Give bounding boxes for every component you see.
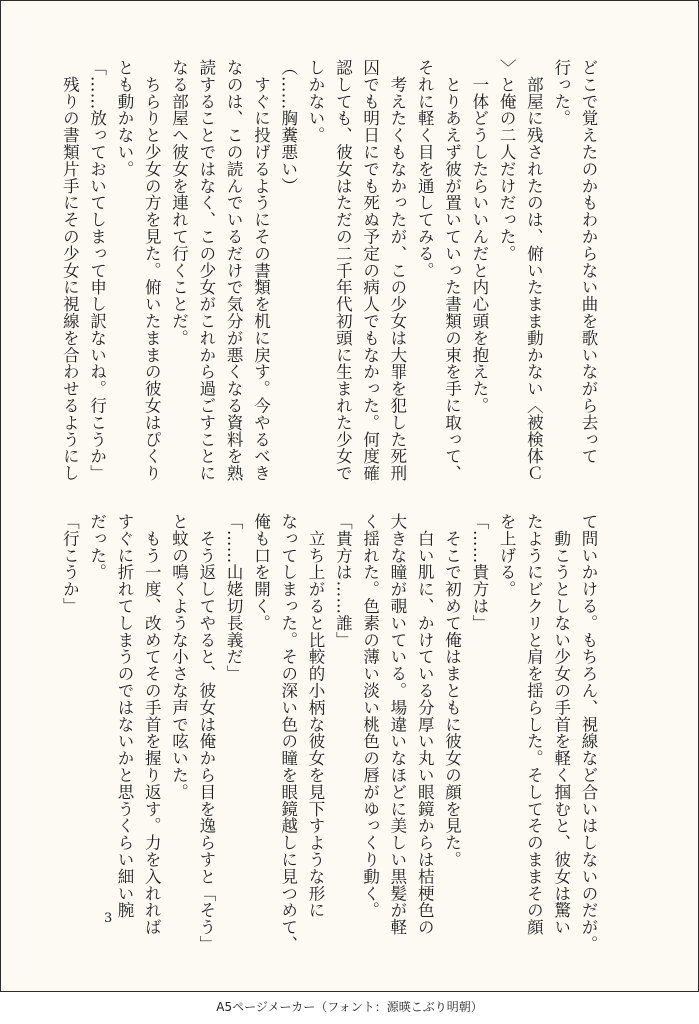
text-column: とも動かない。	[114, 59, 134, 178]
text-column: そう返してやると、彼女は俺から目を逸らすと「そう」	[196, 513, 216, 953]
text-column: 「貴方は……誰」	[333, 513, 353, 649]
text-column: と蚊の鳴くような小さな声で呟いた。	[169, 513, 189, 801]
text-column: 考えたくもなかったが、この少女は大罪を犯した死刑	[387, 59, 407, 482]
page-number: 3	[104, 911, 113, 926]
text-block-top	[56, 59, 602, 482]
text-column: 行った。	[551, 59, 571, 127]
text-column: 「行こうか」	[60, 513, 80, 615]
text-block-bottom	[56, 513, 602, 953]
text-column: そこで初めて俺はまともに彼女の顔を見た。	[442, 513, 462, 868]
text-column: 「……放っておいてしまって申し訳ないね。行こうか」	[87, 59, 107, 482]
text-column: 〉と俺の二人だけだった。	[497, 59, 517, 262]
text-column: もう一度、改めてその手首を握り返す。力を入れれば	[142, 513, 162, 936]
text-column: すぐに折れてしまうのではないかと思うくらい細い腕	[114, 513, 134, 919]
text-column: 動こうとしない少女の手首を軽く掴むと、彼女は驚い	[551, 513, 571, 936]
text-column: 一体どうしたらいいんだと内心頭を抱えた。	[469, 59, 489, 414]
footer-credit: A5ページメーカー（フォント：源暎こぶり明朝）	[216, 1000, 483, 1014]
text-column: なってしまった。その深い色の瞳を眼鏡越しに見つめて、	[278, 513, 298, 953]
text-column: だった。	[87, 513, 107, 581]
text-column: 「……貴方は」	[469, 513, 489, 632]
text-column: を上げる。	[497, 513, 517, 598]
text-column: 白い肌に、かけている分厚い丸い眼鏡からは桔梗色の	[415, 513, 435, 936]
text-column: とりあえず彼が置いていった書類の束を手に取って、	[442, 59, 462, 482]
text-column: 囚でも明日にでも死ぬ予定の病人でもなかった。何度確	[360, 59, 380, 482]
text-column: なる部屋へ彼女を連れて行くことだ。	[169, 59, 189, 347]
text-column: 残りの書類片手にその少女に視線を合わせるようにし	[60, 59, 80, 482]
text-column: て問いかける。もちろん、視線など合いはしないのだが。	[579, 513, 598, 953]
text-column: どこで覚えたのかもわからない曲を歌いながら去って	[579, 59, 598, 465]
text-column: しかない。	[306, 59, 326, 144]
text-column: 大きな瞳が覗いている。場違いなほどに美しい黒髪が軽	[387, 513, 407, 936]
text-column: たようにビクリと肩を揺らした。そしてそのままその顔	[524, 513, 544, 936]
text-column: 読することではなく、この少女がこれから過ごすことに	[196, 59, 216, 482]
text-column: なのは、この読んでいるだけで気分が悪くなる資料を熟	[224, 59, 244, 482]
text-column: （……胸糞悪い）	[278, 59, 298, 195]
text-column: ちらりと少女の方を見た。俯いたままの彼女はぴくり	[142, 59, 162, 482]
text-column: 「……山姥切長義だ」	[224, 513, 244, 682]
text-column: それに軽く目を通してみる。	[415, 59, 435, 279]
text-column: 立ち上がると比較的小柄な彼女を見下すような形に	[306, 513, 326, 919]
text-column: すぐに投げるようにその書類を机に戻す。今やるべき	[251, 59, 271, 482]
text-column: 俺も口を開く。	[251, 513, 271, 632]
text-column: く揺れた。色素の薄い淡い桃色の唇がゆっくり動く。	[360, 513, 380, 919]
text-column: 認しても、彼女はただの二千年代初頭に生まれた少女で	[333, 59, 353, 482]
text-column: 部屋に残されたのは、俯いたまま動かない〈被検体Ｃ	[524, 59, 544, 482]
